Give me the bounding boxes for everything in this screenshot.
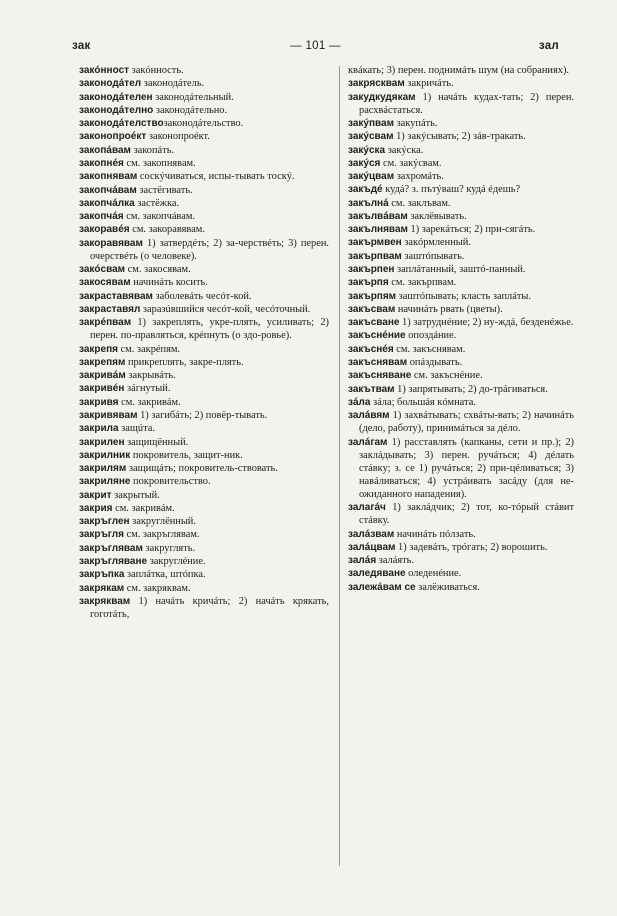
entry-translation: зáгнутый.	[124, 383, 171, 395]
dictionary-entry	[79, 582, 329, 595]
entry-headword: законодáтелен	[79, 91, 153, 103]
entry-translation: заштóпывать; класть заплáты.	[396, 290, 531, 302]
entry-translation: 1) заклáдчик; 2) тот, ко-тóрый стáвит стáвку.	[359, 502, 574, 527]
entry-translation: 1) задевáть, трóгать; 2) ворошить.	[395, 541, 548, 553]
entry-headword: залáзвам	[348, 528, 395, 540]
entry-translation: заклёвывать.	[407, 210, 467, 222]
dictionary-entry	[348, 554, 574, 567]
entry-translation: см. закръглявам.	[123, 529, 200, 541]
entry-translation: заразúвшийся чесóт-кой, чесóточный.	[140, 303, 311, 315]
entry-translation: залёживаться.	[415, 581, 480, 593]
dictionary-entry	[79, 290, 329, 303]
dictionary-entry	[348, 581, 574, 594]
entry-translation: закруглять.	[142, 542, 196, 554]
dictionary-entry	[79, 144, 329, 157]
right-column	[348, 64, 574, 864]
entry-headword: закъснéя	[348, 343, 394, 355]
dictionary-entry	[79, 316, 329, 342]
entry-translation: см. закривáм.	[112, 502, 175, 514]
left-column	[79, 64, 329, 864]
entry-translation: 1) затруднéние; 2) ну-ждá, безденéжье.	[399, 317, 574, 329]
entry-translation: заплáтка, штóпка.	[124, 569, 206, 581]
entry-translation: см. заклъвам.	[388, 197, 451, 209]
entry-translation: защищённый.	[124, 436, 189, 448]
dictionary-entry	[348, 91, 574, 117]
entry-headword: закрит	[79, 489, 112, 501]
page-header	[72, 40, 559, 56]
entry-translation: закóрмленный.	[401, 237, 471, 249]
entry-translation: залáять.	[376, 555, 415, 567]
entry-translation: оледенéние.	[405, 568, 462, 580]
dictionary-entry	[79, 436, 329, 449]
dictionary-entry	[348, 236, 574, 249]
entry-headword: закопчáвам	[79, 184, 137, 196]
dictionary-entry	[79, 170, 329, 183]
dictionary-entry	[348, 183, 574, 196]
entry-translation: опáздывать.	[407, 357, 463, 368]
entry-translation: законодáтельно.	[153, 104, 228, 116]
entry-headword: закрепям	[79, 356, 126, 368]
entry-translation: см. закряквам.	[124, 582, 191, 594]
dictionary-entry	[79, 449, 329, 462]
entry-translation: см. закопнявам.	[123, 157, 196, 169]
entry-headword: закриляне	[79, 476, 131, 488]
entry-headword: закривéн	[79, 383, 125, 395]
entry-headword: закрилям	[79, 463, 127, 475]
dictionary-entry	[348, 501, 574, 527]
entry-translation: законодáтельство.	[163, 118, 244, 130]
header-first-word: зак	[72, 40, 91, 52]
dictionary-entry	[79, 117, 329, 130]
dictionary-entry	[348, 223, 574, 236]
entry-translation: законодáтельный.	[152, 91, 234, 103]
entry-headword: закривявам	[79, 409, 138, 421]
entry-translation: см. закýсвам.	[380, 157, 442, 169]
entry-translation: закруглённый.	[129, 516, 196, 528]
entry-headword: закълнá	[348, 197, 389, 209]
entry-translation: 1) закреплять, укре-плять, усиливать; 2) перен. по-правляться, крéпнуть (о здо-ровье).	[90, 317, 329, 342]
dictionary-entry	[79, 184, 329, 197]
entry-headword: закъснявам	[348, 357, 408, 368]
entry-headword: закýцвам	[348, 171, 395, 183]
entry-headword: залáгам	[348, 436, 388, 448]
entry-translation: зáла; большáя кóмната.	[370, 396, 476, 408]
dictionary-entry	[79, 197, 329, 210]
dictionary-entry	[79, 502, 329, 515]
entry-headword: закопчáлка	[79, 197, 135, 209]
dictionary-entry	[348, 170, 574, 183]
entry-translation: покровитель, защит-ник.	[130, 449, 243, 461]
entry-headword: законодáтелно	[79, 104, 154, 116]
entry-headword: зáла	[348, 396, 371, 408]
entry-translation: см. закъснéние.	[411, 370, 483, 382]
entry-headword: закоравéя	[79, 224, 130, 236]
entry-headword: закъсвам	[348, 303, 396, 315]
dictionary-entry	[348, 250, 574, 263]
entry-translation: см. закъснявам.	[393, 343, 466, 355]
dictionary-entry	[348, 64, 574, 77]
entry-translation: см. закрéпям.	[117, 343, 181, 355]
entry-headword: закопчáя	[79, 211, 124, 223]
entry-headword: закълвáвам	[348, 210, 408, 222]
entry-headword: закъсняване	[348, 370, 412, 382]
dictionary-entry	[79, 382, 329, 395]
entry-headword: залагáч	[348, 502, 386, 514]
entry-translation: соскýчиваться, испы-тывать тоскý.	[137, 171, 295, 183]
dictionary-entry	[348, 396, 574, 409]
dictionary-entry	[348, 343, 574, 356]
entry-headword: заледяване	[348, 568, 406, 580]
dictionary-entry	[348, 263, 574, 276]
entry-translation: законодáтель.	[141, 78, 205, 90]
dictionary-entry	[348, 409, 574, 435]
dictionary-entry	[348, 197, 574, 210]
entry-translation: 1) запрятывать; 2) до-трáгиваться.	[394, 383, 548, 395]
entry-translation: заболевáть чесóт-кой.	[152, 290, 252, 302]
entry-headword: залáя	[348, 555, 377, 567]
entry-headword: закраставял	[79, 303, 141, 315]
dictionary-entry	[348, 541, 574, 554]
entry-headword: залáцвам	[348, 541, 396, 553]
entry-headword: закопнéя	[79, 157, 124, 169]
entry-headword: закърмвен	[348, 237, 402, 249]
dictionary-entry	[348, 356, 574, 369]
entry-headword: закърпям	[348, 290, 397, 302]
entry-headword: закрякам	[79, 582, 125, 594]
entry-headword: закýся	[348, 157, 381, 169]
dictionary-entry	[348, 383, 574, 396]
entry-translation: кудá? з. пътýваш? кудá éдешь?	[382, 184, 521, 196]
entry-headword: закърпя	[348, 277, 389, 289]
entry-translation: закупáть.	[393, 117, 438, 129]
dictionary-entry	[79, 542, 329, 555]
entry-translation: начинáть рвать (цветы).	[395, 303, 503, 315]
entry-translation: защищáть; покровитель-ствовать.	[126, 463, 278, 475]
entry-translation: защúта.	[118, 423, 155, 435]
entry-translation: 1) расставлять (капканы, сети и пр.); 2) заклáдывать; 3) перен. ручáться; 4) дéлать стáвку; з. се 1) ручáться; 2) при-цéливаться; 3) навáливаться; 4) устрáивать засáду (для не-ожиданного нападения).	[359, 436, 574, 500]
entry-translation: см. закопчáвам.	[123, 211, 195, 223]
dictionary-entry	[79, 91, 329, 104]
entry-translation: см. закоравявам.	[129, 224, 205, 236]
entry-headword: закопáвам	[79, 144, 131, 156]
dictionary-entry	[79, 104, 329, 117]
entry-translation: 1) начáть кудах-тать; 2) перен. расхвáстаться.	[359, 91, 574, 116]
entry-translation: законопроéкт.	[146, 131, 210, 143]
dictionary-entry	[348, 157, 574, 170]
dictionary-entry	[79, 263, 329, 276]
dictionary-entry	[348, 567, 574, 580]
dictionary-entry	[79, 130, 329, 143]
entry-translation: начинáть косить.	[130, 277, 208, 289]
entry-headword: закръгля	[79, 529, 124, 541]
entry-headword: закрилен	[79, 436, 125, 448]
entry-translation: квáкать; 3) перен. поднимáть шум (на собраниях).	[348, 65, 569, 76]
dictionary-entry	[348, 528, 574, 541]
dictionary-entry	[348, 316, 574, 329]
entry-headword: закъсване	[348, 317, 400, 329]
entry-headword: закрила	[79, 423, 119, 435]
entry-headword: закрясквам	[348, 78, 405, 90]
entry-translation: опоздáние.	[405, 330, 457, 342]
dictionary-entry	[79, 422, 329, 435]
dictionary-entry	[348, 210, 574, 223]
entry-translation: покровительство.	[130, 476, 211, 488]
entry-headword: закоравявам	[79, 237, 143, 249]
entry-translation: 1) зарекáться; 2) при-сягáть.	[407, 224, 536, 236]
entry-headword: закривя	[79, 396, 119, 408]
entry-headword: закътвам	[348, 383, 395, 395]
entry-headword: закръглен	[79, 516, 130, 528]
entry-translation: застёжка.	[134, 197, 180, 209]
dictionary-entry	[79, 303, 329, 316]
entry-headword: закривáм	[79, 370, 126, 382]
header-last-word: зал	[538, 40, 559, 52]
entry-translation: закрывáть.	[125, 370, 176, 382]
entry-headword: закърпвам	[348, 250, 402, 262]
entry-headword: закълнявам	[348, 224, 408, 236]
dictionary-entry	[79, 210, 329, 223]
dictionary-entry	[348, 77, 574, 90]
dictionary-entry	[79, 356, 329, 369]
entry-headword: закрилник	[79, 449, 131, 461]
entry-headword: закóнност	[79, 65, 130, 76]
entry-headword: законодáтелство	[79, 118, 164, 130]
entry-headword: залáвям	[348, 410, 390, 422]
entry-headword: закýсвам	[348, 131, 394, 143]
dictionary-entry	[79, 475, 329, 488]
entry-headword: залежáвам се	[348, 581, 416, 593]
entry-headword: закопнявам	[79, 171, 138, 183]
dictionary-entry	[348, 436, 574, 501]
entry-headword: закрия	[79, 502, 113, 514]
entry-headword: закрéпвам	[79, 317, 132, 329]
entry-headword: закръглявам	[79, 542, 143, 554]
entry-headword: закъснéние	[348, 330, 406, 342]
dictionary-entry	[79, 343, 329, 356]
entry-headword: законопроéкт	[79, 131, 147, 143]
entry-translation: см. закърпвам.	[388, 277, 457, 289]
column-divider	[339, 66, 340, 866]
dictionary-entry	[79, 515, 329, 528]
dictionary-entry	[348, 130, 574, 143]
dictionary-entry	[348, 144, 574, 157]
entry-translation: см. закривáм.	[118, 396, 181, 408]
entry-translation: закрытый.	[111, 489, 160, 501]
entry-translation: 1) загибáть; 2) повёр-тывать.	[137, 409, 268, 421]
entry-translation: 1) закýсывать; 2) зáв-тракать.	[393, 131, 526, 143]
dictionary-entry	[79, 462, 329, 475]
dictionary-entry	[348, 276, 574, 289]
dictionary-entry	[79, 595, 329, 621]
dictionary-entry	[79, 77, 329, 90]
dictionary-entry	[79, 396, 329, 409]
dictionary-entry	[79, 223, 329, 236]
dictionary-entry	[79, 369, 329, 382]
dictionary-entry	[348, 117, 574, 130]
dictionary-entry	[348, 329, 574, 342]
entry-translation: закопáть.	[130, 144, 175, 156]
dictionary-entry	[79, 157, 329, 170]
entry-headword: закръгляване	[79, 556, 148, 568]
entry-translation: заплáтанный, заштó-панный.	[394, 264, 526, 276]
dictionary-entry	[79, 528, 329, 541]
entry-headword: закъдé	[348, 184, 383, 196]
entry-headword: закраставявам	[79, 290, 153, 302]
entry-translation: закýска.	[385, 144, 424, 156]
entry-translation: застёгивать.	[136, 184, 193, 196]
entry-headword: законодáтел	[79, 78, 142, 90]
entry-headword: закряквам	[79, 595, 131, 607]
dictionary-entry	[79, 276, 329, 289]
entry-translation: 1) захвáтывать; схвáты-вать; 2) начинáть (дело, работу), принимáться за дéло.	[359, 410, 574, 435]
entry-headword: закръпка	[79, 569, 125, 581]
entry-translation: закруглéние.	[147, 556, 206, 568]
entry-headword: закрепя	[79, 343, 118, 355]
entry-headword: закърпен	[348, 264, 395, 276]
dictionary-entry	[79, 64, 329, 77]
dictionary-entry	[79, 409, 329, 422]
entry-translation: см. закосявам.	[125, 264, 191, 276]
page-number: — 101 —	[290, 40, 341, 52]
entry-headword: закосявам	[79, 277, 131, 289]
entry-translation: заштóпывать.	[401, 250, 465, 262]
entry-headword: закýпвам	[348, 117, 394, 129]
dictionary-entry	[79, 489, 329, 502]
entry-headword: закóсвам	[79, 264, 126, 276]
entry-translation: 1) начáть кричáть; 2) начáть крякать, гоготáть,	[90, 595, 329, 620]
entry-translation: 1) затвердéть; 2) за-черствéть; 3) перен. очерствéть (о человеке).	[90, 237, 329, 262]
dictionary-entry	[79, 555, 329, 568]
entry-translation: начинáть пóлзать.	[394, 528, 476, 540]
entry-translation: захромáть.	[394, 171, 444, 183]
dictionary-entry	[348, 303, 574, 316]
dictionary-entry	[348, 290, 574, 303]
dictionary-entry	[348, 369, 574, 382]
entry-translation: прикреплять, закре-плять.	[125, 356, 244, 368]
dictionary-entry	[79, 568, 329, 581]
entry-headword: закудкудякам	[348, 91, 416, 103]
dictionary-entry	[79, 237, 329, 263]
entry-translation: закричáть.	[404, 78, 454, 90]
entry-translation: закóнность.	[129, 65, 184, 76]
entry-headword: закýска	[348, 144, 386, 156]
